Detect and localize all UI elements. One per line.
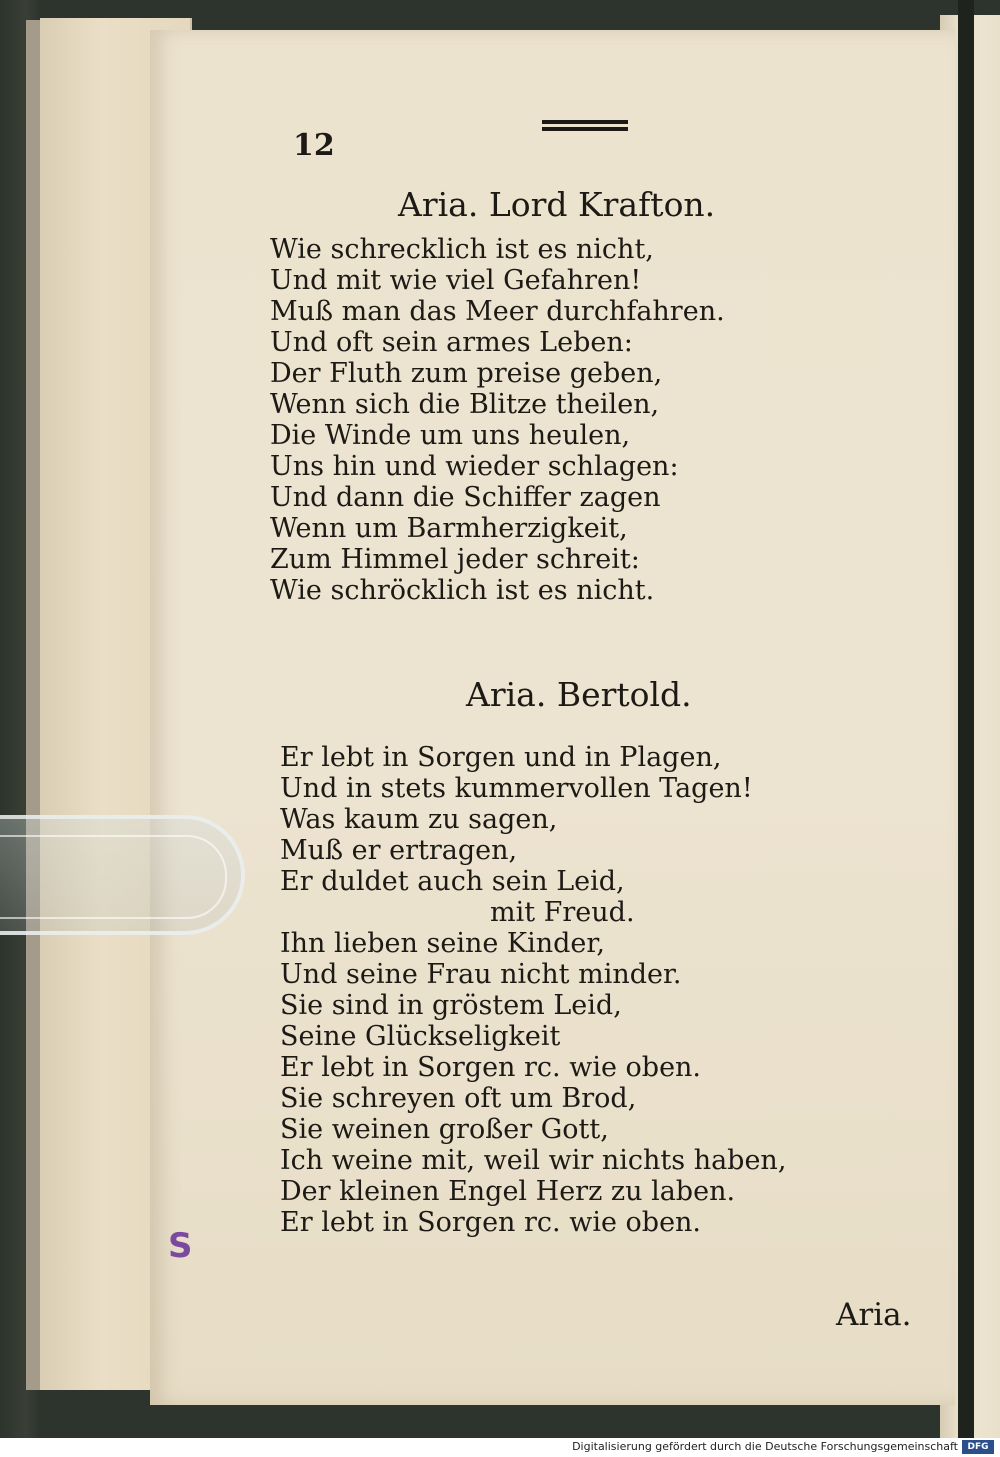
verse-line: Und dann die Schiffer zagen — [270, 482, 661, 513]
page-holder-clip-inner — [0, 835, 227, 919]
page-number: 12 — [293, 128, 335, 163]
verse-line: Er lebt in Sorgen rc. wie oben. — [280, 1207, 702, 1238]
verse-line: Zum Himmel jeder schreit: — [270, 544, 640, 575]
verse-line: Muß man das Meer durchfahren. — [270, 296, 725, 327]
verse-line: Und seine Frau nicht minder. — [280, 959, 682, 990]
page-gap-shadow — [958, 0, 974, 1438]
verse-line: Wie schröcklich ist es nicht. — [270, 575, 655, 606]
footer-credit: Digitalisierung gefördert durch die Deutsche Forschungsgemeinschaft — [572, 1440, 958, 1453]
verse-line: Muß er ertragen, — [280, 835, 518, 866]
verse-line: Seine Glückseligkeit — [280, 1021, 561, 1052]
verse-line: Wie schrecklich ist es nicht, — [270, 234, 654, 265]
aria2-verse — [280, 742, 786, 1238]
header-rule — [542, 120, 628, 131]
verse-line: Wenn sich die Blitze theilen, — [270, 389, 660, 420]
verse-line-indented — [280, 897, 786, 928]
verse-line: Was kaum zu sagen, — [280, 804, 558, 835]
verse-line: Ich weine mit, weil wir nichts haben, — [280, 1145, 787, 1176]
aria1-heading: Aria. Lord Krafton. — [398, 185, 716, 224]
verse-line: Sie sind in gröstem Leid, — [280, 990, 622, 1021]
verse-line: Wenn um Barmherzigkeit, — [270, 513, 628, 544]
library-stamp: S — [168, 1226, 193, 1266]
verse-line: Der kleinen Engel Herz zu laben. — [280, 1176, 736, 1207]
verse-line: Und mit wie viel Gefahren! — [270, 265, 642, 296]
aria2-heading: Aria. Bertold. — [466, 675, 692, 714]
verse-line: Sie schreyen oft um Brod, — [280, 1083, 637, 1114]
verse-line: Die Winde um uns heulen, — [270, 420, 631, 451]
verse-line-text: mit Freud. — [490, 897, 635, 928]
dfg-logo-icon: DFG — [962, 1440, 994, 1454]
verse-line: Der Fluth zum preise geben, — [270, 358, 663, 389]
verse-line: Er duldet auch sein Leid, — [280, 866, 625, 897]
verse-line: Und oft sein armes Leben: — [270, 327, 633, 358]
verse-line: Uns hin und wieder schlagen: — [270, 451, 679, 482]
aria1-verse — [270, 234, 725, 606]
catchword: Aria. — [836, 1297, 912, 1333]
verse-line: Er lebt in Sorgen rc. wie oben. — [280, 1052, 702, 1083]
verse-line: Er lebt in Sorgen und in Plagen, — [280, 742, 722, 773]
book-page — [150, 30, 955, 1405]
verse-line: Und in stets kummervollen Tagen! — [280, 773, 753, 804]
verse-line: Ihn lieben seine Kinder, — [280, 928, 605, 959]
verse-line: Sie weinen großer Gott, — [280, 1114, 609, 1145]
